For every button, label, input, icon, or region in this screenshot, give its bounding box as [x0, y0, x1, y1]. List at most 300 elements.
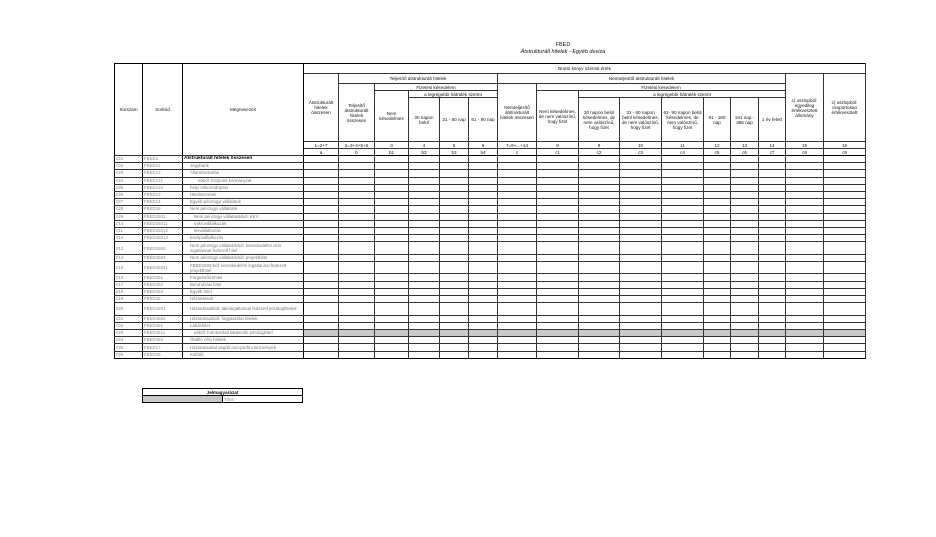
data-cell [579, 191, 620, 198]
data-cell [824, 242, 866, 255]
data-cell [704, 156, 731, 163]
data-cell [440, 213, 469, 220]
data-cell [824, 330, 866, 337]
letter-cell: c6 [731, 149, 759, 156]
data-cell [704, 206, 731, 213]
data-cell [759, 199, 786, 206]
data-cell [759, 322, 786, 329]
data-cell [662, 156, 704, 163]
data-cell [469, 281, 498, 288]
row-code: FBED18 [143, 351, 183, 358]
data-cell [579, 227, 620, 234]
row-serial: 018 [115, 288, 143, 295]
data-cell [375, 170, 409, 177]
table-row [115, 170, 866, 177]
letter-cell: c3 [620, 149, 662, 156]
data-cell [662, 170, 704, 177]
data-cell [759, 288, 786, 295]
data-cell [409, 296, 440, 303]
data-cell [786, 288, 824, 295]
data-cell [759, 254, 786, 261]
header-osszesen: Átstrukturált hitelek összesen [304, 74, 339, 142]
data-cell [662, 274, 704, 281]
data-cell [786, 261, 824, 274]
data-cell [620, 337, 662, 344]
data-cell [440, 170, 469, 177]
data-cell [786, 227, 824, 234]
data-cell [409, 303, 440, 316]
data-cell [304, 303, 339, 316]
data-cell [824, 344, 866, 351]
data-cell [704, 220, 731, 227]
row-code: FBED14 [143, 199, 183, 206]
data-cell [304, 213, 339, 220]
row-name: Nem pénzügyi vállalatok [183, 206, 304, 213]
data-cell [824, 281, 866, 288]
data-cell [339, 184, 375, 191]
data-cell [731, 227, 759, 234]
data-cell [704, 170, 731, 177]
data-cell [339, 156, 375, 163]
data-cell [409, 191, 440, 198]
data-cell [704, 322, 731, 329]
row-code: FBED1502 [143, 242, 183, 255]
letter-cell: b [339, 149, 375, 156]
data-cell [409, 337, 440, 344]
data-cell [824, 170, 866, 177]
data-cell [824, 261, 866, 274]
report-title: FBED [555, 42, 571, 48]
data-cell [579, 177, 620, 184]
data-cell [409, 156, 440, 163]
data-cell [537, 242, 579, 255]
data-cell [409, 261, 440, 274]
row-name: kisvállalkozás [183, 227, 304, 234]
row-name: Egyéb pénzügyi vállalatok [183, 199, 304, 206]
row-serial: 029 [115, 213, 143, 220]
data-cell [339, 242, 375, 255]
data-cell [375, 288, 409, 295]
data-cell [498, 177, 537, 184]
data-cell [440, 206, 469, 213]
data-cell [537, 274, 579, 281]
header-c-egyedi: c) oszlopból: egyedileg értékvesztett állomány [786, 74, 824, 142]
row-name: Jegybank [183, 163, 304, 170]
row-serial: 017 [115, 281, 143, 288]
formula-cell: 6 [469, 142, 498, 149]
data-cell [759, 191, 786, 198]
data-cell [409, 274, 440, 281]
data-cell [731, 242, 759, 255]
data-cell [662, 315, 704, 322]
header-legregebbi-2: a legrégebbi hátralék szerint [579, 91, 786, 98]
data-cell [537, 199, 579, 206]
table-row [115, 163, 866, 170]
table-row [115, 288, 866, 295]
data-cell [375, 337, 409, 344]
row-code: FBED15011 [143, 220, 183, 227]
data-cell [339, 170, 375, 177]
data-cell [469, 296, 498, 303]
data-cell [409, 227, 440, 234]
data-cell [375, 220, 409, 227]
header-c-csoport: c) oszlopból: csoportosan értékvesztett [824, 74, 866, 142]
data-cell [469, 220, 498, 227]
data-cell [304, 315, 339, 322]
table-row [115, 281, 866, 288]
data-cell [339, 227, 375, 234]
data-cell [339, 213, 375, 220]
data-cell [339, 344, 375, 351]
data-cell [662, 191, 704, 198]
header-nemteljesito-group: Nemteljesítő átstrukturált hitelek [498, 74, 786, 84]
data-cell [579, 281, 620, 288]
data-cell [759, 330, 786, 337]
report-subtitle: Átstrukturált hitelek - Egyéb deviza [520, 49, 606, 55]
row-name: Háztartásokból: fogyasztási hitelek [183, 315, 304, 322]
data-cell [304, 274, 339, 281]
letter-cell: b3 [440, 149, 469, 156]
data-cell [731, 288, 759, 295]
row-code: FBED121 [143, 177, 183, 184]
data-cell [409, 330, 440, 337]
row-serial: 020 [115, 303, 143, 316]
data-cell [579, 303, 620, 316]
data-cell [409, 281, 440, 288]
header-megnevezes: Megnevezés [183, 64, 304, 156]
formula-cell: 16 [824, 142, 866, 149]
row-serial: 011 [115, 227, 143, 234]
data-cell [824, 220, 866, 227]
data-cell [440, 322, 469, 329]
data-cell [440, 156, 469, 163]
data-cell [375, 261, 409, 274]
data-cell [339, 274, 375, 281]
data-cell [704, 184, 731, 191]
data-cell [824, 206, 866, 213]
data-cell [579, 220, 620, 227]
data-cell [339, 337, 375, 344]
data-cell [662, 227, 704, 234]
row-name: FBED1503-ból: kereskedelmi ingatlannal fedezett projekthitel [183, 261, 304, 274]
data-cell [662, 351, 704, 358]
data-cell [579, 261, 620, 274]
data-cell [339, 281, 375, 288]
data-cell [537, 206, 579, 213]
data-cell [375, 206, 409, 213]
row-name: Államháztartás [183, 170, 304, 177]
data-cell [304, 351, 339, 358]
data-cell [579, 242, 620, 255]
row-name: Átstrukturált hitelek összesen [183, 156, 304, 163]
data-cell [498, 191, 537, 198]
table-row [115, 227, 866, 234]
data-cell [786, 344, 824, 351]
data-cell [537, 235, 579, 242]
row-code: FBED1602 [143, 315, 183, 322]
table-row [115, 337, 866, 344]
data-cell [409, 235, 440, 242]
data-cell [704, 296, 731, 303]
data-cell [579, 315, 620, 322]
data-cell [786, 296, 824, 303]
data-cell [537, 322, 579, 329]
row-name: Háztartások [183, 296, 304, 303]
row-name: Háztartásokból: lakóingatlannal fedezett jelzáloghitelek [183, 303, 304, 316]
data-cell [537, 213, 579, 220]
data-cell [579, 235, 620, 242]
data-cell [731, 254, 759, 261]
legend-item-label: Tilos [223, 396, 303, 403]
row-name: Egyéb hitel [183, 288, 304, 295]
data-cell [824, 177, 866, 184]
data-cell [440, 315, 469, 322]
table-row [115, 303, 866, 316]
data-cell [662, 177, 704, 184]
data-cell [339, 220, 375, 227]
table-row [115, 330, 866, 337]
data-cell [440, 184, 469, 191]
data-cell [498, 351, 537, 358]
data-cell [537, 227, 579, 234]
letter-cell: c [498, 149, 537, 156]
data-cell [620, 206, 662, 213]
data-cell [786, 322, 824, 329]
data-cell [786, 315, 824, 322]
data-cell [375, 322, 409, 329]
data-cell [731, 184, 759, 191]
row-serial: 010 [115, 220, 143, 227]
data-cell [537, 163, 579, 170]
data-cell [620, 274, 662, 281]
table-row [115, 220, 866, 227]
data-cell [620, 199, 662, 206]
data-cell [704, 344, 731, 351]
data-cell [537, 281, 579, 288]
data-cell [498, 337, 537, 344]
data-cell [498, 303, 537, 316]
data-cell [469, 330, 498, 337]
row-name: Háztartásokat segítő non-profit intézmények [183, 344, 304, 351]
data-cell [409, 351, 440, 358]
row-name: Nem pénzügyi vállalatokból: kereskedelmi célú ingatlannal fedezett hitel [183, 242, 304, 255]
data-cell [759, 227, 786, 234]
data-cell [304, 206, 339, 213]
row-code: FBED1501 [143, 213, 183, 220]
data-cell [731, 315, 759, 322]
row-name: Hitelintézetek [183, 191, 304, 198]
data-cell [498, 235, 537, 242]
data-cell [498, 156, 537, 163]
data-cell [759, 351, 786, 358]
data-cell [579, 296, 620, 303]
data-cell [409, 163, 440, 170]
formula-cell: 4 [409, 142, 440, 149]
header-legregebbi-1: a legrégebbi hátralék szerint [409, 91, 498, 98]
data-cell [620, 163, 662, 170]
row-serial: 025 [115, 344, 143, 351]
data-cell [662, 163, 704, 170]
data-cell [469, 177, 498, 184]
header-31-60-valoszinu: 31 - 60 napon belül késedelmes, de nem valószínű, hogy fizet [620, 98, 662, 142]
data-cell [304, 177, 339, 184]
data-cell [759, 213, 786, 220]
table-row [115, 344, 866, 351]
formula-cell: 9 [579, 142, 620, 149]
data-cell [731, 344, 759, 351]
data-cell [579, 254, 620, 261]
data-cell [824, 315, 866, 322]
data-cell [498, 274, 537, 281]
data-cell [620, 281, 662, 288]
formula-cell: 1=2+7 [304, 142, 339, 149]
data-cell [786, 206, 824, 213]
data-cell [537, 177, 579, 184]
data-cell [498, 220, 537, 227]
data-cell [375, 296, 409, 303]
data-cell [786, 191, 824, 198]
data-cell [579, 184, 620, 191]
data-cell [375, 191, 409, 198]
data-cell [620, 227, 662, 234]
table-row [115, 184, 866, 191]
data-cell [759, 261, 786, 274]
row-name: Beruházási hitel [183, 281, 304, 288]
data-cell [469, 315, 498, 322]
data-cell [409, 242, 440, 255]
data-cell [620, 220, 662, 227]
header-nemteljesito-osszesen: Nemteljesítő átstrukturált hitelek összesen [498, 84, 537, 142]
data-cell [304, 227, 339, 234]
data-cell [662, 322, 704, 329]
data-cell [304, 170, 339, 177]
data-cell [440, 227, 469, 234]
data-cell [731, 330, 759, 337]
formula-cell: 5 [440, 142, 469, 149]
data-cell [620, 242, 662, 255]
data-cell [339, 191, 375, 198]
data-cell [579, 351, 620, 358]
legend-swatch [143, 396, 223, 403]
data-cell [409, 315, 440, 322]
row-serial: 022 [115, 322, 143, 329]
data-cell [440, 351, 469, 358]
formula-cell: 8 [537, 142, 579, 149]
data-cell [537, 191, 579, 198]
table-row [115, 199, 866, 206]
data-cell [375, 344, 409, 351]
data-cell [469, 227, 498, 234]
row-code: FBED17 [143, 344, 183, 351]
data-cell [339, 235, 375, 242]
data-cell [498, 315, 537, 322]
row-code: FBED151 [143, 274, 183, 281]
data-cell [704, 213, 731, 220]
row-name: helyi önkormányzat [183, 184, 304, 191]
data-cell [375, 199, 409, 206]
data-cell [620, 261, 662, 274]
data-cell [304, 330, 339, 337]
data-cell [662, 206, 704, 213]
data-cell [375, 351, 409, 358]
data-cell [339, 163, 375, 170]
table-row [115, 235, 866, 242]
data-cell [339, 315, 375, 322]
data-cell [786, 213, 824, 220]
data-cell [304, 220, 339, 227]
letter-cell: a [304, 149, 339, 156]
data-cell [731, 261, 759, 274]
row-name: középvállalkozás [183, 235, 304, 242]
data-cell [786, 163, 824, 170]
data-cell [759, 220, 786, 227]
data-cell [304, 344, 339, 351]
data-cell [662, 296, 704, 303]
data-cell [704, 199, 731, 206]
table-row [115, 351, 866, 358]
row-serial: 025 [115, 184, 143, 191]
row-serial: 021 [115, 315, 143, 322]
row-serial: 028 [115, 206, 143, 213]
header-brutto: Bruttó könyv szerinti érték [304, 64, 866, 74]
row-serial: 024 [115, 177, 143, 184]
data-cell [662, 281, 704, 288]
data-cell [498, 184, 537, 191]
data-cell [579, 170, 620, 177]
row-code: FBED1503 [143, 254, 183, 261]
data-cell [498, 206, 537, 213]
data-cell [759, 337, 786, 344]
data-cell [498, 199, 537, 206]
data-cell [824, 322, 866, 329]
data-cell [824, 296, 866, 303]
data-cell [731, 322, 759, 329]
data-cell [304, 199, 339, 206]
table-row [115, 242, 866, 255]
header-nem-kesedelmes: Nem késedelmes [375, 91, 409, 142]
data-cell [375, 235, 409, 242]
data-cell [440, 288, 469, 295]
data-cell [704, 281, 731, 288]
data-cell [731, 281, 759, 288]
data-cell [662, 199, 704, 206]
data-cell [786, 177, 824, 184]
data-cell [537, 351, 579, 358]
data-cell [469, 184, 498, 191]
data-cell [620, 315, 662, 322]
data-cell [339, 206, 375, 213]
data-cell [759, 170, 786, 177]
data-cell [824, 274, 866, 281]
data-cell [498, 344, 537, 351]
data-cell [375, 254, 409, 261]
data-cell [620, 296, 662, 303]
data-cell [339, 254, 375, 261]
data-cell [824, 156, 866, 163]
header-61-90-valoszinu: 61- 90 napon belül késedelmes, de nem valószínű, hogy fizet [662, 98, 704, 142]
row-code: FBED153 [143, 288, 183, 295]
data-cell [304, 322, 339, 329]
formula-cell: 3 [375, 142, 409, 149]
data-cell [339, 351, 375, 358]
data-cell [498, 281, 537, 288]
data-cell [375, 330, 409, 337]
letter-cell: c5 [704, 149, 731, 156]
data-cell [786, 184, 824, 191]
formula-cell: 11 [662, 142, 704, 149]
data-cell [759, 344, 786, 351]
row-serial: 027 [115, 199, 143, 206]
